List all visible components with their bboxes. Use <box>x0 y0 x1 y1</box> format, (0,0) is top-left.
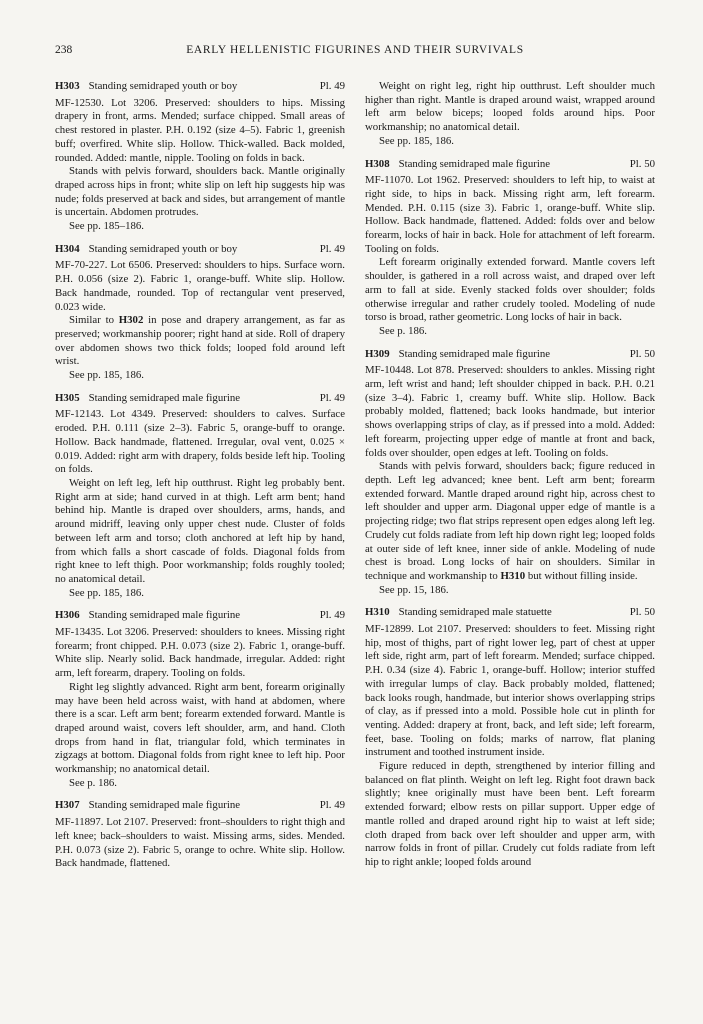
entry-id: H303 <box>55 80 80 92</box>
entry-body <box>55 816 345 871</box>
entry-body <box>55 626 345 790</box>
page-number: 238 <box>55 44 73 56</box>
entry-body <box>365 623 655 870</box>
entry-heading <box>55 392 345 406</box>
catalog-entry <box>365 348 655 598</box>
entry-title: Standing semidraped male figurine <box>88 799 241 812</box>
entry-paragraph: Figure reduced in depth, strengthened by interior filling and balanced on flat plinth. Weight on left leg. Right foot drawn back slightly; knee originally must have been bent. Left forearm extended forward; elbow rests on pillar support. Upper edge of mantle rolled and draped around right hip to waist at left side; cloth draped from back over left shoulder and upper arm, with narrow folds in front of pillar. Crudely cut folds radiate from left hip to right ankle; looped folds around <box>365 760 655 868</box>
entry-title: Standing semidraped male figurine <box>88 609 241 622</box>
entry-heading <box>365 158 655 172</box>
entry-catalog-paragraph: MF-12530. Lot 3206. Preserved: shoulders to hips. Missing drapery in front, arms. Mended; surface chipped. Small areas of chest restored in plaster. P.H. 0.192 (size 4–5). Fabric 1, greenish buff; overfired. White slip. Hollow. Thick-walled. Back molded, rounded. Added: mantle, nipple. Tooling on folds in back. <box>55 96 345 164</box>
entry-plate-ref: Pl. 49 <box>319 80 345 92</box>
entry-paragraph: Weight on right leg, right hip outthrust. Left shoulder much higher than right. Mantle is draped around waist, wrapped around left arm below biceps; looped folds around hips. Poor workmanship; no anatomical detail. <box>365 80 655 134</box>
entry-plate-ref: Pl. 50 <box>629 157 655 170</box>
entry-see-reference: See p. 186. <box>379 324 427 337</box>
entry-see-reference: See p. 186. <box>69 776 117 789</box>
entry-id: H305 <box>55 391 80 404</box>
entry-see-reference: See pp. 185, 186. <box>69 369 144 382</box>
entry-see-reference: See pp. 185–186. <box>69 220 144 233</box>
entry-plate-ref: Pl. 49 <box>319 391 345 404</box>
entry-title: Standing semidraped youth or boy <box>88 80 238 92</box>
entry-plate-ref: Pl. 49 <box>319 799 345 812</box>
entry-id: H304 <box>55 242 80 255</box>
entry-plate-ref: Pl. 50 <box>629 347 655 360</box>
entry-title: Standing semidraped male figurine <box>88 391 241 404</box>
entry-body <box>55 408 345 600</box>
entry-title: Standing semidraped male figurine <box>398 347 551 360</box>
catalog-entry <box>365 158 655 339</box>
entry-id: H307 <box>55 799 80 812</box>
entry-paragraph: Stands with pelvis forward, shoulders back; figure reduced in depth. Left leg advanced; knee bent. Left arm bent; forearm extended forward. Mantle draped around right hip, across chest to left shoulder and upper arm. Diagonal upper edge of mantle is a projecting ridge; two flat strips represent open edges along left leg. Crudely cut folds radiate from left hip down right leg; looped folds at outer side of left knee, inner side of ankle. Modeling of nude chest is broad. Long locks of hair on shoulders. Similar in technique and workmanship to H310 but without filling inside. <box>365 460 655 582</box>
entry-heading <box>55 609 345 623</box>
entry-catalog-paragraph: MF-10448. Lot 878. Preserved: shoulders to ankles. Missing right arm, left wrist and hand; left shoulder chipped in back. P.H. 0.21 (size 3–4). Fabric 1, creamy buff. White slip. Hollow. Back probably molded, flattened; back looks handmade, but interior shows overlapping strips of clay, as if pressed into a mold. Added: left forearm, projecting upper edge of mantle at front and back, folds over shoulder, open edges at left. Tooling on folds. <box>365 364 655 459</box>
entry-catalog-paragraph: MF-12143. Lot 4349. Preserved: shoulders to calves. Surface eroded. P.H. 0.111 (size 2–3). Fabric 5, orange-buff to orange. Hollow. Back handmade, flattened. Irregular, oval vent, 0.025 × 0.019. Added: right arm with drapery, folds beside left hip. Tooling on folds. <box>55 408 345 476</box>
entry-id: H309 <box>365 347 390 360</box>
entry-heading <box>55 80 345 94</box>
entry-see-reference: See pp. 185, 186. <box>69 586 144 599</box>
entry-title: Standing semidraped male statuette <box>398 606 552 619</box>
entry-catalog-paragraph: MF-11070. Lot 1962. Preserved: shoulders to left hip, to waist at right side, to hips in back. Missing right arm, left forearm. Mended. P.H. 0.115 (size 3). Fabric 1, orange-buff. White slip. Hollow. Back handmade, flattened. Added: folds over and below forearm, locks of hair in back. Hole for attachment of left forearm. Tooling on folds. <box>365 174 655 255</box>
catalog-entry <box>55 243 345 383</box>
page-header <box>55 44 655 59</box>
entry-catalog-paragraph: MF-11897. Lot 2107. Preserved: front–shoulders to right thigh and left knee; back–shoulders to waist. Missing arms, sides. Mended. P.H. 0.073 (size 2). Fabric 5, orange to ochre. White slip. Hollow. Back handmade, flattened. <box>55 816 345 870</box>
entry-paragraph: Left forearm originally extended forward. Mantle covers left shoulder, is gathered in a roll across waist, and draped over left arm to fall at side. Evenly stacked folds over shoulder; folds otherwise irregular and rather crudely tooled. Modeling of nude torso is broad, rather geometric. Long locks of hair in back. <box>365 256 655 324</box>
entry-plate-ref: Pl. 50 <box>629 606 655 619</box>
text-columns <box>55 80 655 1005</box>
entry-plate-ref: Pl. 49 <box>319 609 345 622</box>
entry-paragraph: Weight on left leg, left hip outthrust. Right leg probably bent. Right arm at side; hand curved in at thigh. Left arm bent; hand behind hip. Mantle is draped over shoulders, arms, hands, and around midriff, leaving only upper chest nude. Cluster of folds between left arm and torso; cloth anchored at left hip by hand, from which falls a short cascade of folds. Diagonal folds from right knee to left thigh. Poor workmanship; folds roughly tooled; no anatomical detail. <box>55 476 345 585</box>
entry-id: H308 <box>365 157 390 170</box>
entry-heading <box>365 348 655 362</box>
right-column <box>365 80 655 1005</box>
entry-heading <box>55 799 345 813</box>
entry-paragraph: Stands with pelvis forward, shoulders back. Mantle originally draped across hips in front; white slip on left hip suggests hip was nude; folds preserved at back and sides, but arrangement of mantle is uncertain. Abdomen protrudes. <box>55 165 345 219</box>
left-column <box>55 80 345 1005</box>
entry-body <box>55 97 345 234</box>
catalog-entry <box>55 392 345 601</box>
entry-plate-ref: Pl. 49 <box>319 242 345 255</box>
entry-id: H306 <box>55 609 80 622</box>
catalog-entry <box>365 80 655 149</box>
entry-see-reference: See pp. 15, 186. <box>379 583 449 596</box>
catalog-entry <box>365 606 655 869</box>
entry-body <box>365 80 655 149</box>
entry-heading <box>365 606 655 620</box>
entry-heading <box>55 243 345 257</box>
entry-body <box>55 259 345 382</box>
catalog-entry <box>55 799 345 871</box>
entry-catalog-paragraph: MF-13435. Lot 3206. Preserved: shoulders to knees. Missing right forearm; front chipped. P.H. 0.073 (size 2). Fabric 1, orange-buff. White slip. Nearly solid. Back handmade, irregular. Added: right arm, left forearm, drapery. Tooling on folds. <box>55 626 345 680</box>
entry-catalog-paragraph: MF-12899. Lot 2107. Preserved: shoulders to feet. Missing right hip, most of thighs, part of right lower leg, part of chest at upper left side, right arm, part of left forearm. Mended; surface chipped. P.H. 0.34 (size 4). Fabric 1, orange-buff. Hollow; interior stuffed with irregular lumps of clay. Back probably molded, flattened; back looks rough, handmade, but interior shows overlapping strips of clay, as if pressed into a mold. Possible hole cut in plinth for venting. Added: drapery at front, back, and left side; left forearm, feet, base. Tooling on folds; marks of narrow, flat planing instrument and toothed instrument inside. <box>365 623 655 759</box>
catalog-entry <box>55 609 345 790</box>
catalog-entry <box>55 80 345 234</box>
entry-catalog-paragraph: MF-70-227. Lot 6506. Preserved: shoulders to hips. Surface worn. P.H. 0.056 (size 2). Fabric 1, orange-buff. White slip. Hollow. Back handmade, rounded. Top of rectangular vent preserved, 0.023 wide. <box>55 259 345 313</box>
entry-paragraph: Similar to H302 in pose and drapery arrangement, as far as preserved; workmanship poorer; right hand at side. Roll of drapery over abdomen shows two thick folds; looped fold around left wrist. <box>55 314 345 368</box>
entry-title: Standing semidraped male figurine <box>398 157 551 170</box>
entry-id: H310 <box>365 606 390 619</box>
entry-paragraph: Right leg slightly advanced. Right arm bent, forearm originally may have been held across waist, with hand at abdomen, where there is a scar. Left arm bent; forearm extended forward. Mantle is draped around waist, covers left shoulder, arm, and hand. Cloth drops from hand in flat, triangular fold, which terminates in zigzags at bottom. Diagonal folds from right knee to left hip. Poor workmanship; no anatomical detail. <box>55 680 345 776</box>
entry-see-reference: See pp. 185, 186. <box>379 134 454 147</box>
entry-title: Standing semidraped youth or boy <box>88 242 238 255</box>
entry-body <box>365 174 655 338</box>
entry-body <box>365 364 655 597</box>
running-title: EARLY HELLENISTIC FIGURINES AND THEIR SURVIVALS <box>186 44 524 56</box>
